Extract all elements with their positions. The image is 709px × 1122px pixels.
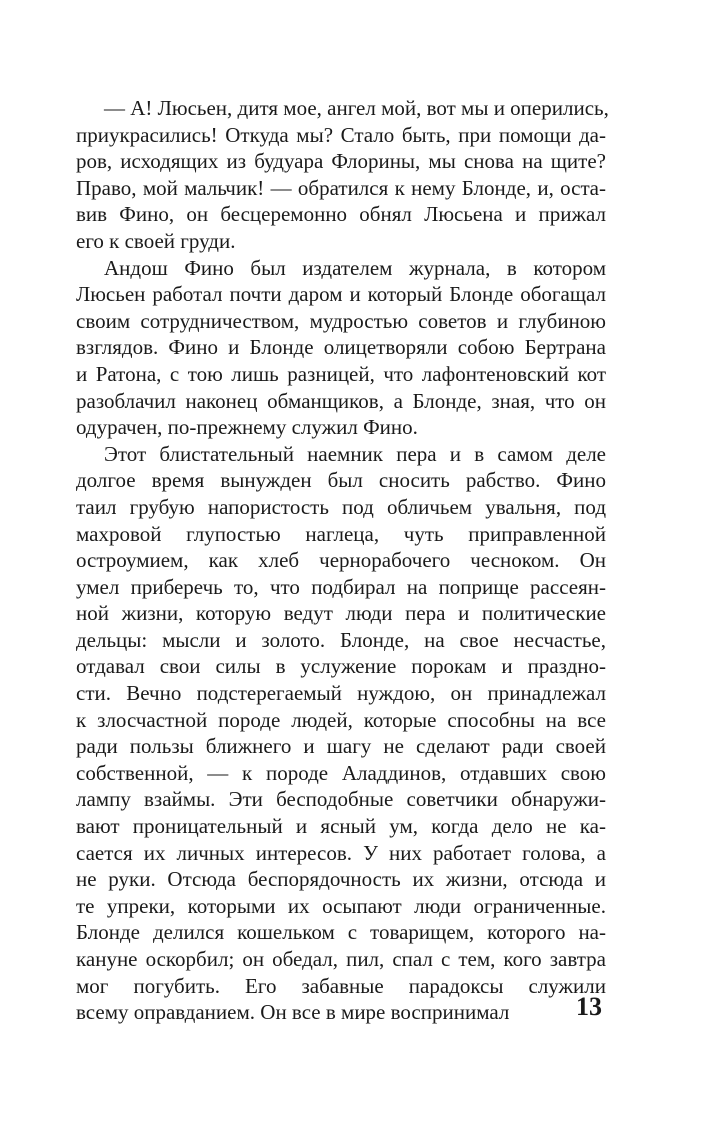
text-line: остроумием, как хлеб чернорабочего чесноком. Он	[76, 548, 606, 573]
text-line: Люсьен работал почти даром и который Блонде обогащал	[76, 282, 606, 307]
text-line: отдавал свои силы в услужение порокам и праздно-	[76, 654, 606, 679]
text-line: ради пользы ближнего и шагу не сделают ради своей	[76, 734, 606, 759]
text-line: одурачен, по-прежнему служил Фино.	[76, 415, 418, 440]
text-line: Право, мой мальчик! — обратился к нему Блонде, и, остa-	[76, 175, 606, 200]
text-line: не руки. Отсюда беспорядочность их жизни, отсюда и	[76, 867, 606, 892]
text-line: ров, исходящих из будуара Флорины, мы снова на щите?	[76, 149, 606, 174]
text-line: кануне оскорбил; он обедал, пил, спал с тем, кого завтра	[76, 947, 606, 971]
text-line: приукрасились! Откуда мы? Стало быть, при помощи да-	[76, 122, 606, 147]
text-line: своим сотрудничеством, мудростью советов и глубиною	[76, 308, 606, 333]
text-line: махровой глупостью наглеца, чуть приправленной	[76, 521, 606, 546]
page-body	[76, 95, 609, 1026]
text-line: лампу взаймы. Эти бесподобные советчики обнаружи-	[76, 787, 606, 812]
text-line: сается их личных интересов. У них работает голова, а	[76, 840, 606, 865]
text-line: собственной, — к породе Аладдинов, отдавших свою	[76, 760, 606, 785]
text-line: вают проницательный и ясный ум, когда дело не ка-	[76, 814, 606, 839]
text-line: всему оправданием. Он все в мире воспринимал	[76, 1000, 510, 1025]
text-line: взглядов. Фино и Блонде олицетворяли собою Бертрана	[76, 335, 606, 360]
text-line: те упреки, которыми их осыпают люди ограниченные.	[76, 893, 606, 918]
text-line: к злосчастной породе людей, которые способны на все	[76, 707, 606, 732]
text-line: таил грубую напористость под обличьем увальня, под	[76, 494, 606, 519]
text-line: умел приберечь то, что подбирал на поприще рассеян-	[76, 574, 606, 599]
text-line: и Ратона, с тою лишь разницей, что лафонтеновский кот	[76, 361, 606, 386]
text-line: дельцы: мысли и золото. Блонде, на свое несчастье,	[76, 627, 606, 652]
text-line: Андош Фино был издателем журнала, в котором	[104, 255, 606, 280]
text-line: ной жизни, которую ведут люди пера и политические	[76, 601, 606, 626]
text-line: Блонде делился кошельком с товарищем, которого на-	[76, 920, 606, 945]
page-number: 13	[576, 992, 602, 1021]
text-line: вив Фино, он бесцеремонно обнял Люсьена и прижал	[76, 202, 606, 227]
text-line: мог погубить. Его забавные парадоксы служили	[76, 973, 606, 998]
text-line: его к своей груди.	[76, 228, 236, 253]
text-line: Этот блистательный наемник пера и в самом деле	[104, 441, 606, 466]
text-line: сти. Вечно подстерегаемый нуждою, он принадлежал	[76, 681, 606, 706]
text-line: долгое время вынужден был сносить рабство. Фино	[76, 468, 606, 493]
text-line: разоблачил наконец обманщиков, а Блонде, зная, что он	[76, 388, 606, 413]
text-line: — А! Люсьен, дитя мое, ангел мой, вот мы и оперились,	[104, 96, 609, 120]
